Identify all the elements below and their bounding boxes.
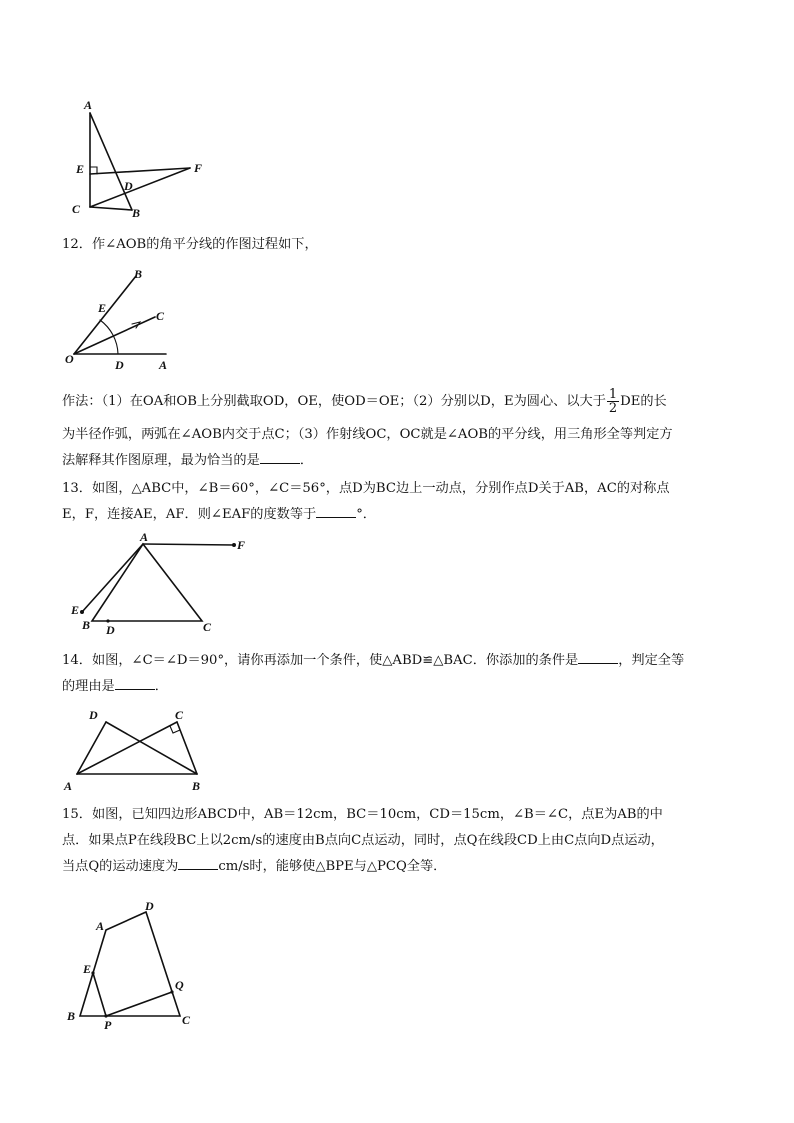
label-c: C (72, 202, 81, 216)
q13-answer-blank (316, 503, 356, 518)
ray-ob (74, 276, 136, 354)
q12-stem: 12．作∠AOB的角平分线的作图过程如下， (62, 237, 318, 252)
q13-line2: E，F，连接AE，AF．则∠EAF的度数等于 °． (62, 502, 732, 528)
label-d: D (106, 623, 115, 637)
fraction-half: $\frac{1}{2}$ (608, 387, 618, 416)
label-b: B (82, 618, 91, 632)
segment-db (106, 722, 197, 774)
label-a: A (84, 98, 93, 112)
segment-ep (93, 973, 106, 1016)
segment-ae (82, 544, 143, 612)
q14-answer-blank-2 (115, 675, 155, 690)
label-c: C (175, 708, 184, 722)
point-e (91, 971, 94, 974)
q12-method-line1: 作法：（1）在OA和OB上分别截取OD，OE，使OD＝OE；（2）分别以D，E为圆心、以大于 $\frac{1}{2}$ DE的长 (62, 387, 667, 416)
arc-de (100, 320, 118, 354)
q14-answer-blank-1 (578, 649, 618, 664)
label-f: F (237, 538, 246, 552)
figure-q12-angle-bisector (60, 262, 200, 377)
label-a: A (64, 779, 73, 793)
q15-line3: 当点Q的运动速度为 cm/s时，能够使△BPE与△PCQ全等． (62, 854, 732, 880)
label-c: C (203, 620, 212, 634)
segment-af (143, 544, 234, 545)
q12-method-line3: 法解释其作图原理，最为恰当的是 ． (62, 448, 732, 474)
label-e: E (83, 962, 92, 976)
point-q (170, 990, 173, 993)
label-e: E (71, 603, 80, 617)
q15-line2: 点．如果点P在线段BC上以2cm/s的速度由B点向C点运动，同时，点Q在线段CD上由C点向D点运动， (62, 833, 664, 848)
label-e: E (98, 301, 107, 315)
ray-oc (74, 317, 155, 354)
label-a: A (140, 530, 149, 544)
label-b: B (67, 1009, 76, 1023)
label-d: D (115, 358, 124, 372)
q12-method-line2: 为半径作弧，两弧在∠AOB内交于点C；（3）作射线OC，OC就是∠AOB的平分线，用三角形全等判定方 (62, 427, 673, 442)
figure-q14-triangles (60, 702, 220, 794)
figure-top-triangle (60, 95, 220, 225)
point-f (232, 543, 236, 547)
label-c: C (156, 309, 165, 323)
label-c: C (182, 1013, 191, 1027)
segment-cb (90, 207, 132, 210)
segment-pq (106, 992, 172, 1016)
figure-q13-triangle (60, 530, 260, 640)
q13-line1: 13．如图，△ABC中，∠B＝60°，∠C＝56°，点D为BC边上一动点，分别作点D关于AB，AC的对称点 (62, 481, 670, 496)
label-o: O (65, 352, 74, 366)
q12-answer-blank (260, 449, 300, 464)
label-q: Q (175, 978, 184, 992)
q14-line1: 14．如图，∠C＝∠D＝90°，请你再添加一个条件，使△ABD≌△BAC．你添加的条件是 ，判定全等 (62, 648, 732, 674)
label-d: D (124, 179, 133, 193)
label-f: F (194, 161, 203, 175)
label-b: B (192, 779, 201, 793)
label-p: P (104, 1018, 112, 1032)
label-d: D (145, 899, 154, 913)
quadrilateral-abcd (80, 912, 180, 1016)
label-b: B (132, 206, 141, 220)
label-a: A (96, 919, 105, 933)
label-d: D (89, 708, 98, 722)
figure-q15-quadrilateral (60, 896, 220, 1036)
q14-line2: 的理由是 ． (62, 674, 732, 700)
q15-answer-blank (178, 855, 218, 870)
label-e: E (76, 162, 85, 176)
segment-ab (90, 113, 132, 210)
label-b: B (134, 267, 143, 281)
label-a: A (159, 358, 168, 372)
point-e (80, 610, 84, 614)
q15-line1: 15．如图，已知四边形ABCD中，AB＝12cm，BC＝10cm，CD＝15cm，∠B＝∠C，点E为AB的中 (62, 807, 663, 822)
